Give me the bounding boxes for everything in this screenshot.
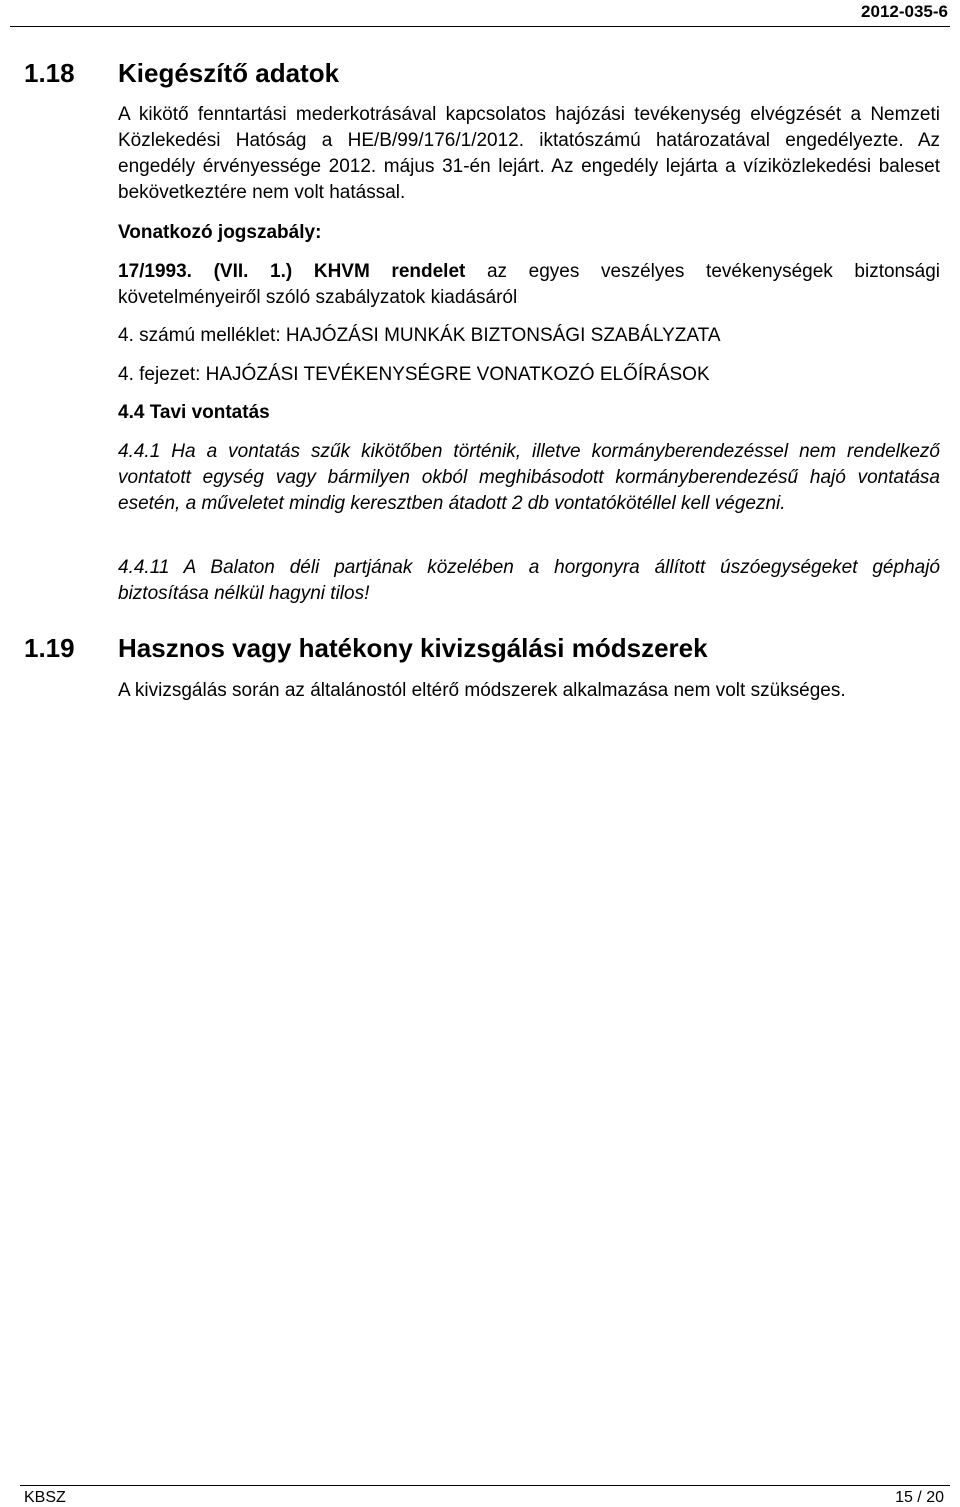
law-reference — [118, 259, 940, 311]
section-title: Hasznos vagy hatékony kivizsgálási módszerek — [118, 633, 708, 663]
rule-4-4-1: 4.4.1 Ha a vontatás szűk kikötőben történik, illetve kormányberendezéssel nem rendelkező vontatott egység vagy bármilyen okból meghibásodott kormányberendezésű hajó vontatása esetén, a műveletet mindig keresztben átadott 2 db vontatókötéllel kell végezni. — [118, 441, 940, 514]
section-heading-1-19 — [24, 633, 708, 663]
rule-4-4-11: 4.4.11 A Balaton déli partjának közelében a horgonyra állított úszóegységeket géphajó biztosítása nélkül hagyni tilos! — [118, 557, 940, 604]
annex-line: 4. számú melléklet: HAJÓZÁSI MUNKÁK BIZTONSÁGI SZABÁLYZATA — [118, 325, 721, 346]
law-reference-title: 17/1993. (VII. 1.) KHVM rendelet — [118, 261, 466, 282]
header-divider — [10, 26, 950, 27]
section-number: 1.19 — [24, 633, 75, 663]
page-number: 15 / 20 — [895, 1489, 944, 1506]
chapter-line: 4. fejezet: HAJÓZÁSI TEVÉKENYSÉGRE VONATKOZÓ ELŐÍRÁSOK — [118, 364, 710, 385]
subsection-heading: 4.4 Tavi vontatás — [118, 402, 270, 423]
section-number: 1.18 — [24, 58, 75, 88]
law-heading: Vonatkozó jogszabály: — [118, 222, 322, 243]
section-heading-1-18 — [24, 58, 339, 88]
footer-organization: KBSZ — [24, 1489, 66, 1506]
section-title: Kiegészítő adatok — [118, 58, 340, 88]
methods-paragraph: A kivizsgálás során az általánostól eltérő módszerek alkalmazása nem volt szükséges. — [118, 680, 846, 701]
law-reference-description: az egyes veszélyes tevékenységek biztonsági követelményeiről szóló szabályzatok kiadásáról — [118, 261, 940, 308]
footer-divider — [20, 1485, 950, 1486]
intro-paragraph: A kikötő fenntartási mederkotrásával kapcsolatos hajózási tevékenység elvégzését a Nemzeti Közlekedési Hatóság a HE/B/99/176/1/2012. iktatószámú határozatával engedélyezte. Az engedély érvényessége 2012. május 31-én lejárt. Az engedély lejárta a víziközlekedési baleset bekövetkeztére nem volt hatással. — [118, 104, 940, 203]
document-code: 2012-035-6 — [861, 2, 948, 21]
